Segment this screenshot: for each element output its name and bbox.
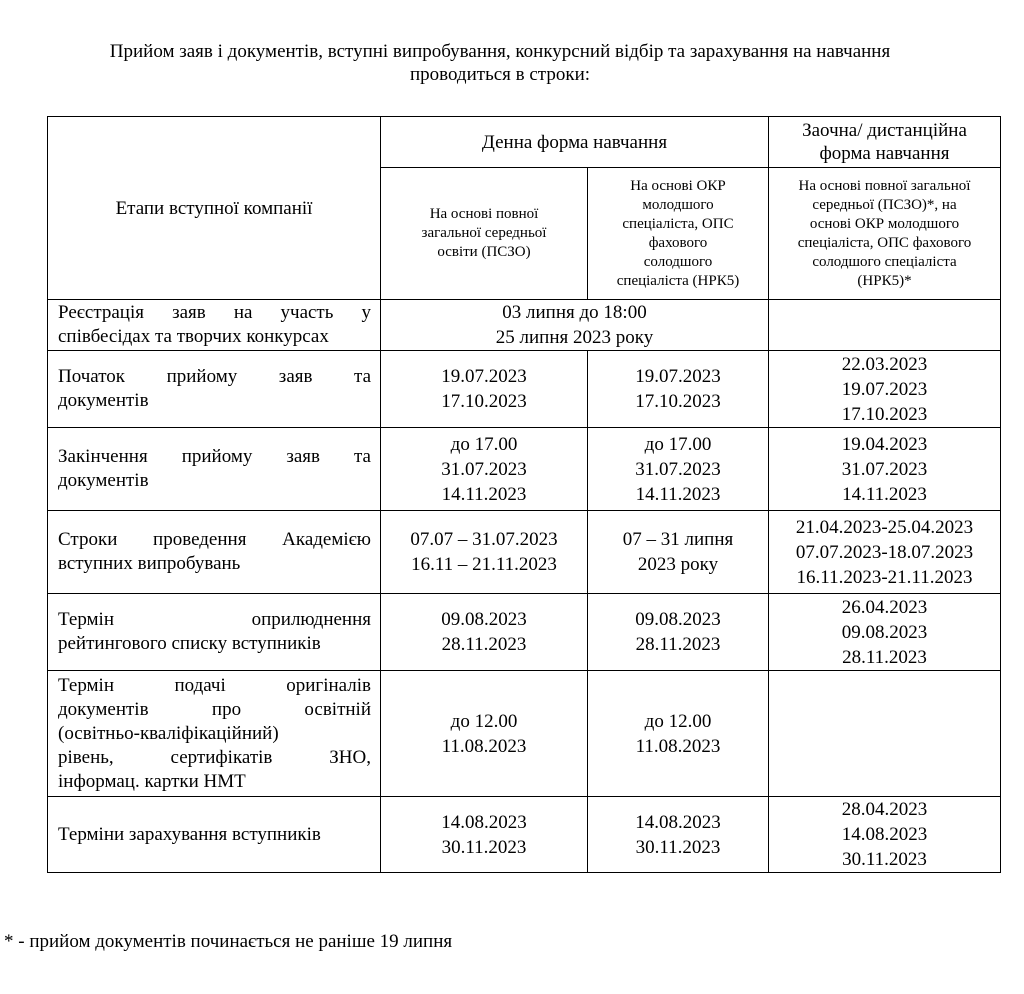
stage-application-start-line: Початок прийому заяв та — [58, 366, 371, 387]
enrollment-okr-line: 30.11.2023 — [635, 836, 721, 858]
header-distance-form — [769, 117, 1001, 168]
stage-entrance-exams-line: Строки проведення Академією — [58, 529, 371, 550]
entrance-exams-distance-line: 07.07.2023-18.07.2023 — [795, 541, 974, 563]
original-documents-okr-line: 11.08.2023 — [635, 735, 721, 757]
stage-application-end-line: Закінчення прийому заяв та — [58, 446, 371, 467]
entrance-exams-distance-line: 16.11.2023-21.11.2023 — [796, 566, 973, 588]
stage-application-start-line: документів — [58, 390, 149, 411]
header-col-okr-line: молодшого — [642, 196, 714, 213]
stage-entrance-exams — [48, 511, 381, 594]
enrollment-distance-line: 30.11.2023 — [842, 849, 927, 870]
original-documents-distance — [769, 671, 1001, 797]
application-end-distance — [769, 428, 1001, 511]
stage-registration-line: співбесідах та творчих конкурсах — [58, 326, 329, 347]
header-col-okr-line: спеціаліста (НРК5) — [616, 272, 740, 289]
registration-dates-line: 03 липня до 18:00 — [502, 302, 647, 323]
stage-ranking-publication — [48, 594, 381, 671]
stage-application-start — [48, 351, 381, 428]
application-start-okr — [588, 351, 769, 428]
stage-application-end-line: документів — [58, 470, 149, 491]
document-title — [0, 40, 1000, 86]
header-col-okr — [588, 168, 769, 300]
stage-enrollment — [48, 797, 381, 873]
entrance-exams-okr — [588, 511, 769, 594]
title-line-1: Прийом заяв і документів, вступні випробування, конкурсний відбір та зарахування на навчання — [109, 41, 891, 62]
stage-ranking-publication-line: Термін оприлюднення — [58, 609, 371, 630]
stage-entrance-exams-line: вступних випробувань — [58, 553, 241, 574]
registration-dates — [381, 300, 769, 351]
application-start-pszo-line: 19.07.2023 — [441, 366, 527, 387]
entrance-exams-pszo — [381, 511, 588, 594]
entrance-exams-okr-line: 2023 року — [637, 554, 719, 575]
header-distance-form-line: Заочна/ дистанційна — [802, 120, 967, 141]
enrollment-pszo-line: 30.11.2023 — [441, 836, 527, 858]
enrollment-okr-line: 14.08.2023 — [635, 811, 721, 833]
ranking-publication-okr-line: 28.11.2023 — [635, 634, 721, 655]
stage-enrollment-line: Терміни зарахування вступників — [58, 823, 321, 845]
header-col-pszo-line: На основі повної — [429, 206, 539, 222]
application-end-okr-line: до 17.00 — [644, 433, 712, 455]
header-col-distance-line: середньої (ПСЗО)*, на — [812, 196, 957, 213]
application-start-okr-line: 17.10.2023 — [635, 391, 721, 412]
entrance-exams-distance — [769, 511, 1001, 594]
ranking-publication-okr — [588, 594, 769, 671]
original-documents-pszo — [381, 671, 588, 797]
application-start-distance-line: 22.03.2023 — [841, 353, 928, 375]
title-line-2: проводиться в строки: — [409, 64, 591, 85]
stage-original-documents-line: інформац. картки НМТ — [58, 770, 246, 792]
header-col-pszo — [381, 168, 588, 300]
header-col-okr-line: фахового — [648, 234, 708, 251]
application-end-okr-line: 14.11.2023 — [635, 483, 721, 505]
enrollment-pszo-line: 14.08.2023 — [441, 811, 527, 833]
stage-application-end — [48, 428, 381, 511]
header-col-distance — [769, 168, 1001, 300]
original-documents-pszo-line: 11.08.2023 — [441, 735, 527, 757]
header-distance-form-line: форма навчання — [819, 143, 950, 164]
application-start-distance — [769, 351, 1001, 428]
enrollment-distance-line: 28.04.2023 — [841, 799, 928, 820]
application-end-distance-line: 31.07.2023 — [841, 458, 928, 480]
stage-original-documents-line: рівень, сертифікатів ЗНО, — [58, 746, 371, 768]
stage-ranking-publication-line: рейтингового списку вступників — [58, 633, 321, 654]
ranking-publication-distance — [769, 594, 1001, 671]
entrance-exams-pszo-line: 07.07 – 31.07.2023 — [410, 529, 558, 550]
header-col-distance-line: основі ОКР молодшого — [809, 215, 960, 232]
application-end-pszo-line: до 17.00 — [450, 433, 518, 455]
header-col-pszo-line: освіти (ПСЗО) — [437, 244, 531, 260]
ranking-publication-pszo — [381, 594, 588, 671]
header-col-distance-line: спеціаліста, ОПС фахового — [797, 234, 972, 251]
entrance-exams-pszo-line: 16.11 – 21.11.2023 — [411, 554, 557, 575]
application-start-distance-line: 19.07.2023 — [841, 378, 928, 400]
stage-registration — [48, 300, 381, 351]
application-start-pszo-line: 17.10.2023 — [441, 391, 527, 412]
original-documents-okr-line: до 12.00 — [644, 710, 712, 732]
application-end-pszo-line: 31.07.2023 — [441, 458, 527, 480]
enrollment-distance — [769, 797, 1001, 873]
application-end-distance-line: 19.04.2023 — [841, 433, 928, 455]
original-documents-okr — [588, 671, 769, 797]
header-col-okr-line: солодшого — [643, 253, 713, 270]
stage-original-documents-line: (освітньо-кваліфікаційний) — [58, 722, 279, 744]
entrance-exams-distance-line: 21.04.2023-25.04.2023 — [795, 516, 974, 538]
header-col-distance-line: На основі повної загальної — [798, 177, 971, 194]
application-start-pszo — [381, 351, 588, 428]
application-end-pszo-line: 14.11.2023 — [441, 483, 527, 505]
registration-distance — [769, 300, 1001, 351]
stage-original-documents-line: Термін подачі оригіналів — [58, 674, 371, 696]
ranking-publication-distance-line: 09.08.2023 — [841, 621, 928, 643]
enrollment-distance-line: 14.08.2023 — [841, 824, 928, 845]
application-end-okr — [588, 428, 769, 511]
ranking-publication-pszo-line: 09.08.2023 — [441, 609, 527, 630]
enrollment-pszo — [381, 797, 588, 873]
original-documents-pszo-line: до 12.00 — [450, 710, 518, 732]
application-start-okr-line: 19.07.2023 — [635, 366, 721, 387]
ranking-publication-distance-line: 26.04.2023 — [841, 596, 928, 618]
entrance-exams-okr-line: 07 – 31 липня — [622, 529, 734, 550]
header-col-okr-line: спеціаліста, ОПС — [622, 215, 734, 232]
footnote: * - прийом документів починається не раніше 19 липня — [4, 931, 453, 952]
header-stages: Етапи вступної компанії — [48, 117, 381, 300]
header-col-okr-line: На основі ОКР — [630, 177, 726, 194]
ranking-publication-pszo-line: 28.11.2023 — [441, 634, 527, 655]
application-start-distance-line: 17.10.2023 — [841, 403, 928, 425]
stage-original-documents-line: документів про освітній — [58, 698, 371, 720]
enrollment-okr — [588, 797, 769, 873]
stage-original-documents — [48, 671, 381, 797]
ranking-publication-okr-line: 09.08.2023 — [635, 609, 721, 630]
registration-dates-line: 25 липня 2023 року — [495, 327, 654, 348]
application-end-okr-line: 31.07.2023 — [635, 458, 721, 480]
application-end-pszo — [381, 428, 588, 511]
application-end-distance-line: 14.11.2023 — [842, 483, 927, 505]
stage-registration-line: Реєстрація заяв на участь у — [58, 302, 371, 323]
header-col-distance-line: (НРК5)* — [857, 272, 912, 289]
header-col-pszo-line: загальної середньої — [421, 225, 547, 241]
ranking-publication-distance-line: 28.11.2023 — [842, 646, 927, 668]
header-col-distance-line: солодшого спеціаліста — [812, 253, 957, 270]
header-day-form: Денна форма навчання — [381, 117, 769, 168]
admission-schedule-table — [47, 116, 1001, 873]
